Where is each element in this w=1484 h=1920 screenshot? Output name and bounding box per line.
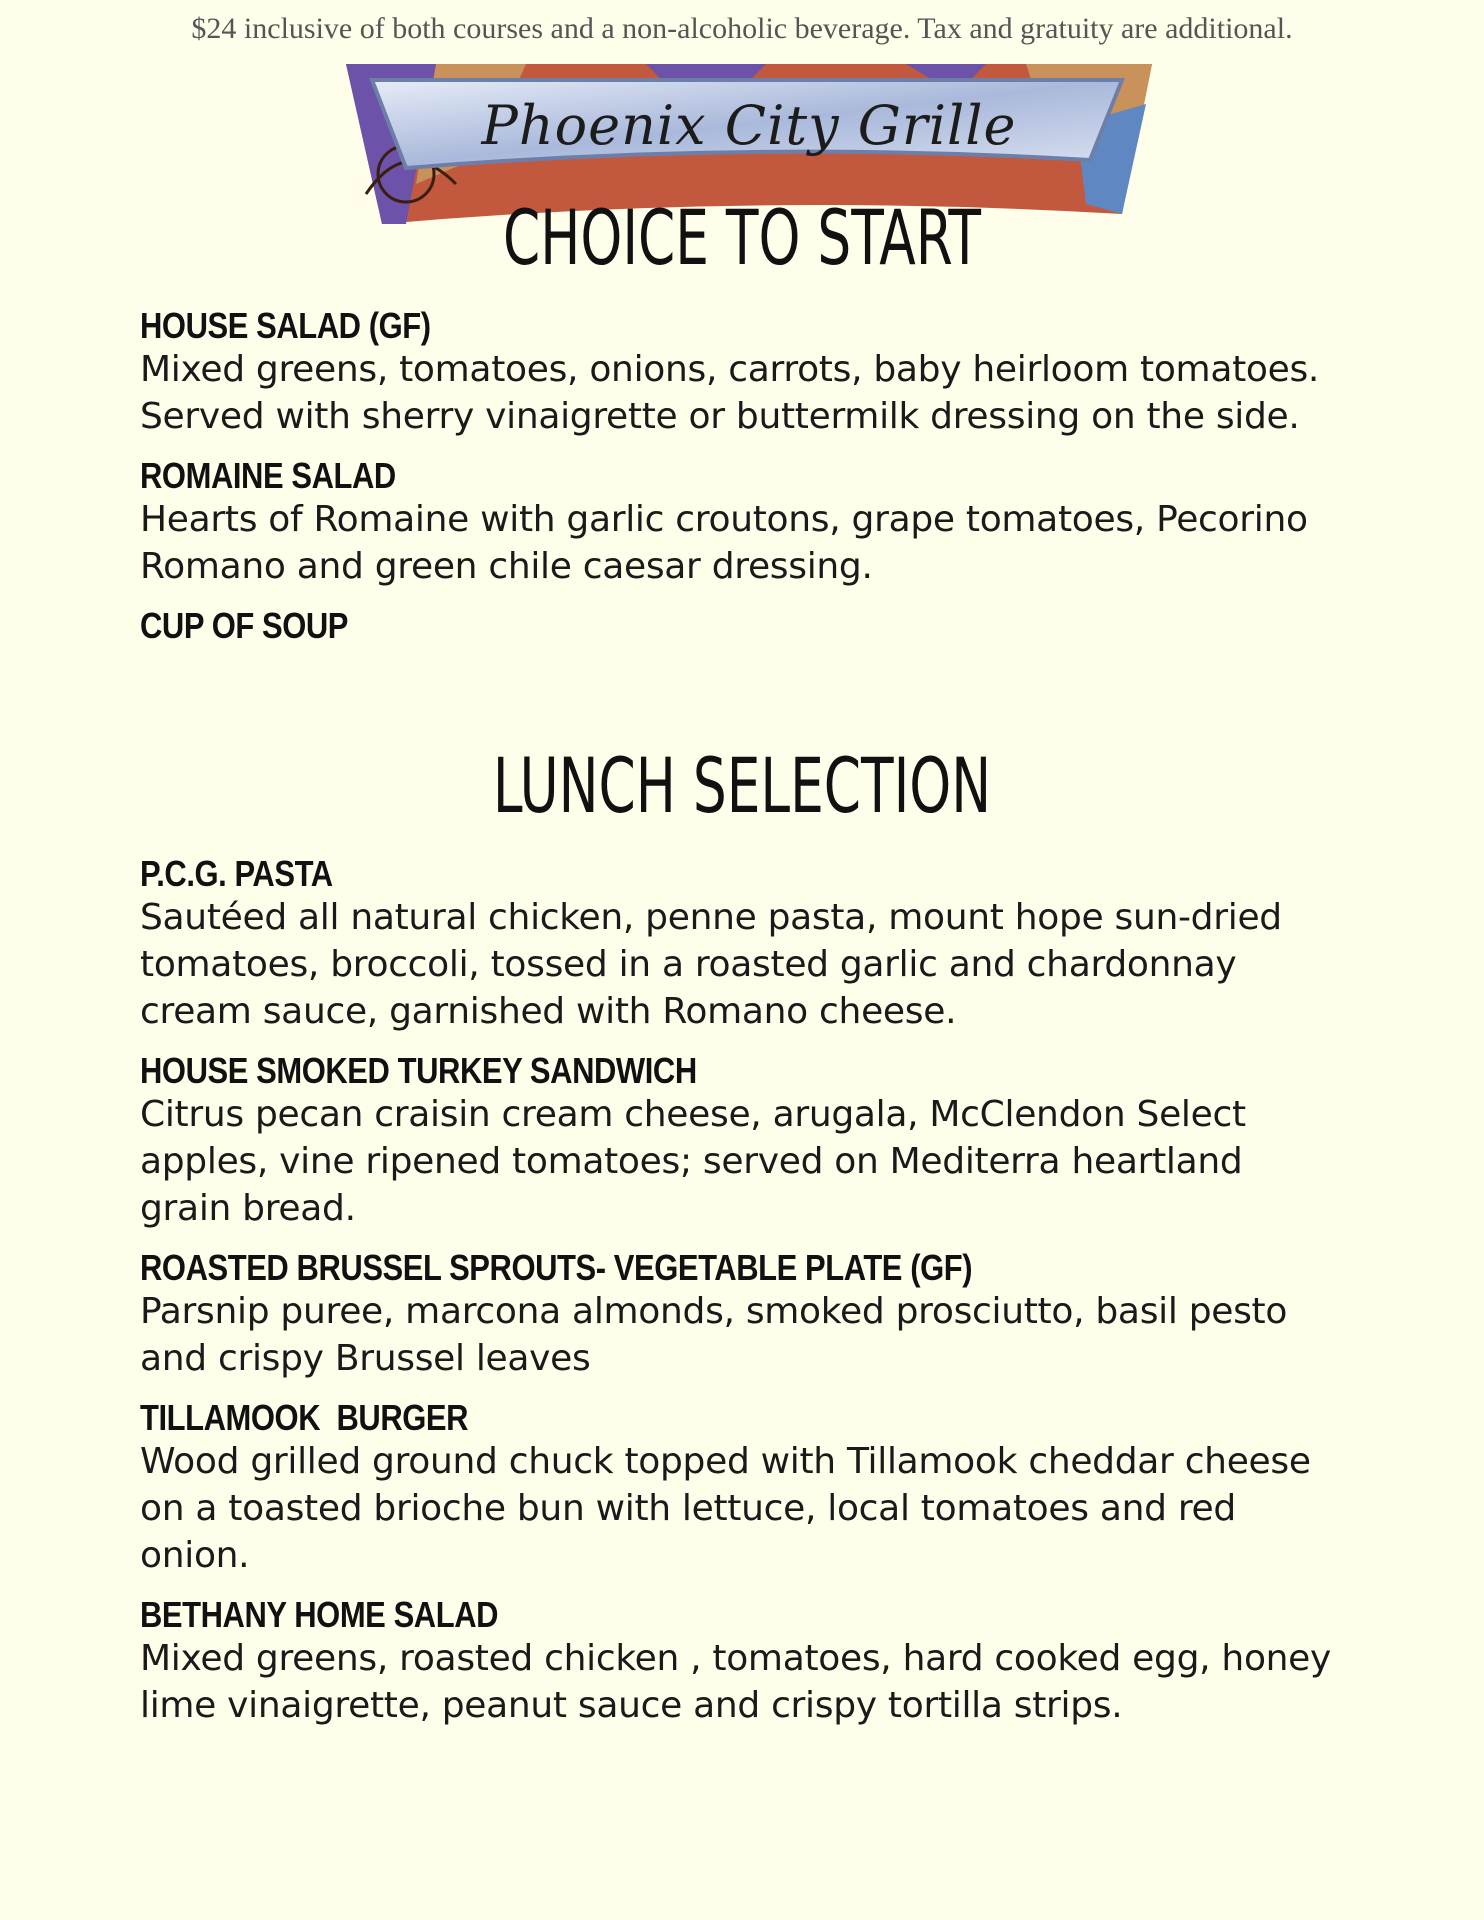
menu-item-name: CUP OF SOUP	[140, 605, 349, 646]
menu-item-name: P.C.G. PASTA	[140, 853, 333, 894]
menu-item-name: TILLAMOOK BURGER	[140, 1397, 469, 1438]
menu-item-description: Sautéed all natural chicken, penne pasta, mount hope sun-dried tomatoes, broccoli, tossed in a roasted garlic and chardonnay cream sauce, garnished with Romano cheese.	[140, 897, 1282, 1032]
menu-item-pcg-pasta	[140, 854, 1340, 1035]
start-menu-list	[140, 306, 1340, 662]
menu-item-description: Citrus pecan craisin cream cheese, arugala, McClendon Select apples, vine ripened tomatoes; served on Mediterra heartland grain bread.	[140, 1094, 1246, 1229]
menu-item-name: HOUSE SALAD (GF)	[140, 305, 431, 346]
menu-item-name: BETHANY HOME SALAD	[140, 1594, 499, 1635]
menu-item-name: ROASTED BRUSSEL SPROUTS- VEGETABLE PLATE (GF)	[140, 1247, 973, 1288]
menu-item-tillamook-burger	[140, 1398, 1340, 1579]
menu-item-bethany-home-salad	[140, 1595, 1340, 1729]
menu-item-romaine-salad	[140, 456, 1340, 590]
menu-item-description: Mixed greens, tomatoes, onions, carrots, baby heirloom tomatoes. Served with sherry vinaigrette or buttermilk dressing on the side.	[140, 349, 1320, 437]
menu-item-name: ROMAINE SALAD	[140, 455, 396, 496]
menu-item-description: Parsnip puree, marcona almonds, smoked prosciutto, basil pesto and crispy Brussel leaves	[140, 1291, 1288, 1379]
menu-item-cup-of-soup	[140, 606, 1340, 646]
menu-item-name: HOUSE SMOKED TURKEY SANDWICH	[140, 1050, 697, 1091]
lunch-menu-list	[140, 854, 1340, 1745]
logo-name: Phoenix City Grille	[481, 94, 1017, 157]
menu-item-brussel-sprouts	[140, 1248, 1340, 1382]
menu-item-description: Hearts of Romaine with garlic croutons, grape tomatoes, Pecorino Romano and green chile caesar dressing.	[140, 499, 1308, 587]
pricing-notice: $24 inclusive of both courses and a non-alcoholic beverage. Tax and gratuity are additional.	[191, 12, 1293, 45]
menu-item-description: Wood grilled ground chuck topped with Tillamook cheddar cheese on a toasted brioche bun with lettuce, local tomatoes and red onion.	[140, 1441, 1311, 1576]
section-title-start: CHOICE TO START	[502, 193, 981, 282]
menu-item-turkey-sandwich	[140, 1051, 1340, 1232]
menu-item-description: Mixed greens, roasted chicken , tomatoes, hard cooked egg, honey lime vinaigrette, peanut sauce and crispy tortilla strips.	[140, 1638, 1332, 1726]
menu-item-house-salad	[140, 306, 1340, 440]
section-title-lunch: LUNCH SELECTION	[492, 741, 992, 830]
